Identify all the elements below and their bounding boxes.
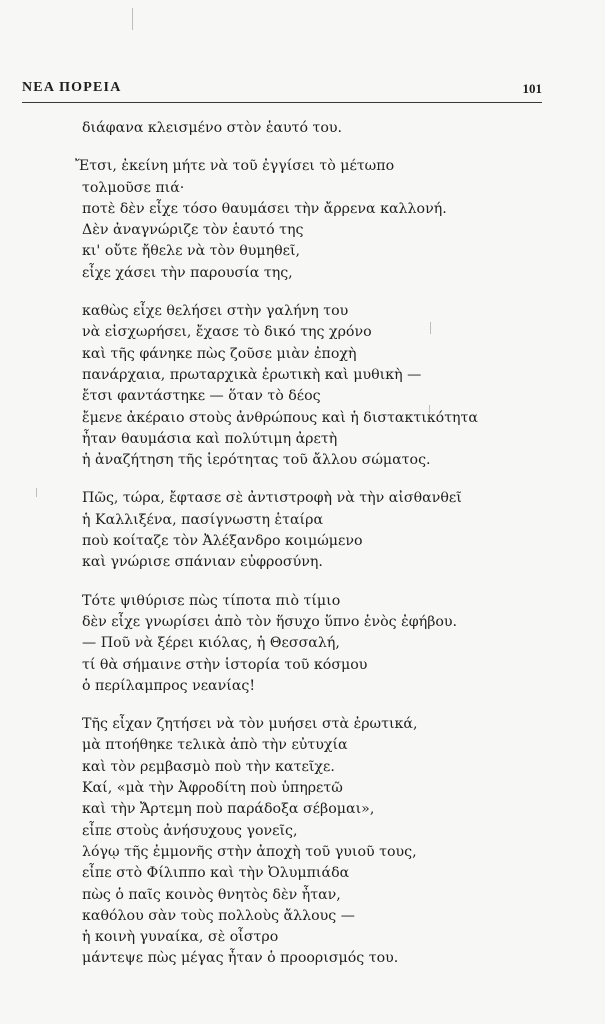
poem-line: διάφανα κλεισμένο στὸν ἑαυτό του. <box>82 120 343 136</box>
journal-title: ΝΕΑ ΠΟΡΕΙΑ <box>22 80 122 95</box>
poem-line: καθόλου σὰν τοὺς πολλοὺς ἄλλους — <box>82 907 355 924</box>
poem-line: Δὲν ἀναγνώριζε τὸν ἑαυτό της <box>82 222 304 239</box>
poem-line: εἶχε χάσει τὴν παρουσία της, <box>82 264 293 281</box>
stanza-gap <box>82 574 552 591</box>
poem-line: ἡ ἀναζήτηση τῆς ἱερότητας τοῦ ἄλλου σώματος. <box>82 452 431 469</box>
stanza-gap <box>82 471 552 488</box>
poem-line: ποὺ κοίταζε τὸν Ἀλέξανδρο κοιμώμενο <box>82 533 363 550</box>
poem-line: δὲν εἶχε γνωρίσει ἀπὸ τὸν ἥσυχο ὕπνο ἑνὸς ἐφήβου. <box>82 613 458 630</box>
poem-line: τολμοῦσε πιά· <box>82 179 185 196</box>
stanza <box>82 118 552 139</box>
stanza-gap <box>82 284 552 301</box>
poem-line: Τῆς εἶχαν ζητήσει νὰ τὸν μυήσει στὰ ἐρωτικά, <box>82 716 418 733</box>
poem-line: ποτὲ δὲν εἶχε τόσο θαυμάσει τὴν ἄρρενα καλλονή. <box>82 200 447 217</box>
poem-line: Ἔτσι, ἐκείνη μήτε νὰ τοῦ ἐγγίσει τὸ μέτωπο <box>75 158 395 175</box>
scan-mark <box>36 488 37 497</box>
stanza <box>82 488 552 573</box>
stanza-gap <box>82 139 552 156</box>
scan-mark <box>132 8 133 30</box>
poem-text <box>75 118 552 970</box>
poem-line: καὶ γνώρισε σπάνιαν εὐφροσύνη. <box>82 554 323 571</box>
poem-line: — Ποῦ νὰ ξέρει κιόλας, ἡ Θεσσαλή, <box>82 635 340 652</box>
poem-line: ἔτσι φαντάστηκε — ὅταν τὸ δέος <box>82 388 321 405</box>
running-head <box>22 80 542 103</box>
poem-line: νὰ εἰσχωρήσει, ἔχασε τὸ δικό της χρόνο <box>82 324 372 341</box>
poem-line: λόγῳ τῆς ἐμμονῆς στὴν ἀποχὴ τοῦ γυιοῦ τους, <box>82 843 417 860</box>
poem-line: πανάρχαια, πρωταρχικὰ ἐρωτικὴ καὶ μυθικὴ — <box>82 366 422 383</box>
poem-line: εἶπε στὸ Φίλιππο καὶ τὴν Ὀλυμπιάδα <box>82 865 350 882</box>
poem-line: κι' οὔτε ἤθελε νὰ τὸν θυμηθεῖ, <box>82 243 301 260</box>
poem-line: καὶ τὸν ρεμβασμὸ ποὺ τὴν κατεῖχε. <box>82 758 335 775</box>
poem-line: εἶπε στοὺς ἀνήσυχους γονεῖς, <box>82 822 298 839</box>
poem-line: ἡ Καλλιξένα, πασίγνωστη ἑταίρα <box>82 511 324 528</box>
poem-line: μὰ πτοήθηκε τελικὰ ἀπὸ τὴν εὐτυχία <box>82 737 348 754</box>
page-number: 101 <box>522 81 542 96</box>
poem-line: ὁ περίλαμπρος νεανίας! <box>82 677 256 694</box>
poem-line: ἡ κοινὴ γυναίκα, σὲ οἶστρο <box>82 929 279 946</box>
poem-line: Τότε ψιθύρισε πὼς τίποτα πιὸ τίμιο <box>82 592 341 609</box>
poem-line: πὼς ὁ παῖς κοινὸς θνητὸς δὲν ἦταν, <box>82 886 341 903</box>
poem-line: Καί, «μὰ τὴν Ἀφροδίτη ποὺ ὑπηρετῶ <box>82 780 343 797</box>
poem-line: καὶ τῆς φάνηκε πὼς ζοῦσε μιὰν ἐποχὴ <box>82 345 357 362</box>
poem-line: καθὼς εἶχε θελήσει στὴν γαλήνη του <box>82 303 349 320</box>
stanza-gap <box>82 697 552 714</box>
stanza <box>75 156 552 284</box>
poem-line: τί θὰ σήμαινε στὴν ἱστορία τοῦ κόσμου <box>82 656 368 673</box>
poem-line: καὶ τὴν Ἄρτεμη ποὺ παράδοξα σέβομαι», <box>82 801 375 818</box>
poem-line: μάντεψε πὼς μέγας ἦταν ὁ προορισμός του. <box>82 950 399 967</box>
poem-line: ἦταν θαυμάσια καὶ πολύτιμη ἀρετὴ <box>82 430 338 447</box>
stanza <box>82 714 552 970</box>
poem-line: ἔμενε ἀκέραιο στοὺς ἀνθρώπους καὶ ἡ διστακτικότητα <box>82 409 478 426</box>
poem-line: Πῶς, τώρα, ἔφτασε σὲ ἀντιστροφὴ νὰ τὴν αἰσθανθεῖ <box>82 490 462 507</box>
stanza <box>82 301 552 471</box>
stanza <box>82 591 552 697</box>
